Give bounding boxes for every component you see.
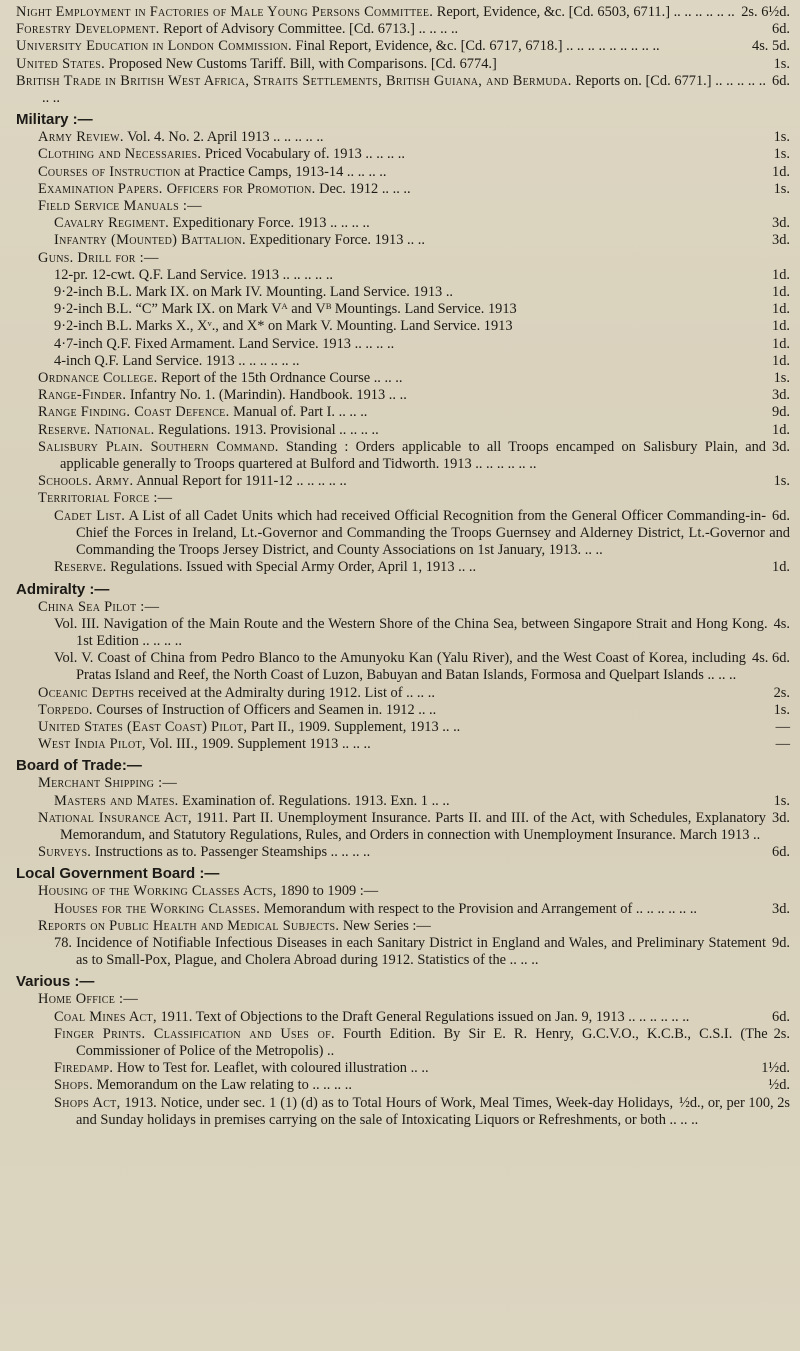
entry-title: Merchant Shipping :— xyxy=(38,775,178,792)
section-heading-various: Various :— xyxy=(16,973,95,991)
publication-entry xyxy=(12,301,790,318)
entry-title: Courses of Instruction xyxy=(38,163,181,180)
entry-title: Housing of the Working Classes Acts, xyxy=(38,883,277,900)
entry-title: Firedamp. xyxy=(54,1060,114,1077)
publication-entry xyxy=(12,250,790,267)
entry-price: 3d. xyxy=(772,809,790,826)
publication-list-general xyxy=(12,4,790,107)
publication-entry xyxy=(12,181,790,198)
entry-price: 4s. xyxy=(773,615,790,632)
entry-description: Regulations. 1913. Provisional .. .. .. .. xyxy=(154,421,379,438)
section-heading-board-of-trade: Board of Trade:— xyxy=(16,757,142,775)
publication-entry xyxy=(12,318,790,335)
entry-title: Finger Prints. Classification and Uses of. xyxy=(54,1025,335,1042)
entry-description: Vol. V. Coast of China from Pedro Blanco to the Amunyoku Kan (Yalu River), and the West Coast of Korea, including Pratas Island and Reef, the North Coast of Luzon, Babuyan and Batan Islands, Formosa and Quelpart Islands .. .. .. xyxy=(54,650,747,684)
publication-entry xyxy=(12,844,790,861)
entry-price: 1d. xyxy=(772,318,790,335)
entry-title: Army Review. xyxy=(38,129,124,146)
publication-entry xyxy=(12,129,790,146)
publication-entry xyxy=(12,901,790,918)
entry-title: Oceanic Depths xyxy=(38,684,135,701)
entry-description: Fourth Edition. By Sir E. R. Henry, G.C.V.O., K.C.B., C.S.I. (The Commissioner of Police of the Metropolis) .. xyxy=(76,1025,768,1059)
entry-price: 1s. xyxy=(773,55,790,72)
entry-title: Field Service Manuals :— xyxy=(38,198,202,215)
entry-description: Infantry No. 1. (Marindin). Handbook. 1913 .. .. xyxy=(126,387,407,404)
section-list-military xyxy=(12,129,790,576)
entry-title: Territorial Force :— xyxy=(38,490,173,507)
entry-price: 6d. xyxy=(772,21,790,38)
entry-price: 3d. xyxy=(772,232,790,249)
entry-description: Memorandum with respect to the Provision and Arrangement of .. .. .. .. .. .. xyxy=(260,900,698,917)
entry-price: 1d. xyxy=(772,266,790,283)
publication-entry xyxy=(12,146,790,163)
entry-price: 2s. 6½d. xyxy=(741,4,790,20)
entry-title: Cadet List. xyxy=(54,507,126,524)
entry-description: Final Report, Evidence, &c. [Cd. 6717, 6718.] .. .. .. .. .. .. .. .. .. xyxy=(291,38,660,55)
entry-description: 4-inch Q.F. Land Service. 1913 .. .. .. .. .. .. xyxy=(54,352,300,369)
entry-price: 1d. xyxy=(772,335,790,352)
entry-description: Vol. III. Navigation of the Main Route and the Western Shore of the China Sea, between Singapore Strait and Hong Kong. 1st Edition .. .. .. .. xyxy=(54,615,768,649)
publication-entry xyxy=(12,736,790,753)
entry-description: 1911. Part II. Unemployment Insurance. Parts II. and III. of the Act, with Schedules, Explanatory Memorandum, and Statutory Regulations, Rules, and Orders in connection with Unemployment Insurance. March 1913 .. xyxy=(60,809,766,843)
publication-entry xyxy=(12,353,790,370)
entry-title: Reserve. National. xyxy=(38,421,155,438)
entry-description: Vol. 4. No. 2. April 1913 .. .. .. .. .. xyxy=(123,129,324,146)
entry-price: 9d. xyxy=(772,934,790,951)
publication-entry xyxy=(12,38,790,55)
entry-price: 6d. xyxy=(772,844,790,861)
entry-price: — xyxy=(775,736,790,753)
publication-entry xyxy=(12,775,790,792)
entry-price: 1s. xyxy=(773,129,790,146)
entry-description: Report of Advisory Committee. [Cd. 6713.] .. .. .. .. xyxy=(159,21,459,38)
entry-description: 9·2-inch B.L. Marks X., Xᵛ., and X* on Mark V. Mounting. Land Service. 1913 xyxy=(54,318,513,335)
publication-entry xyxy=(12,215,790,232)
section-list-local-government xyxy=(12,883,790,969)
publication-entry xyxy=(12,336,790,353)
entry-title: Torpedo. xyxy=(38,701,93,718)
entry-description: Expeditionary Force. 1913 .. .. .. .. xyxy=(169,215,370,232)
entry-description: Priced Vocabulary of. 1913 .. .. .. .. xyxy=(201,146,405,163)
section-heading-military: Military :— xyxy=(16,111,93,129)
entry-description: 1913. Notice, under sec. 1 (1) (d) as to Total Hours of Work, Meal Times, Week-day Holidays, and Sunday holidays in premises carrying on the sale of Intoxicating Liquors or Refreshments, or both .. .. .. xyxy=(76,1094,699,1128)
publication-entry xyxy=(12,559,790,576)
entry-description: How to Test for. Leaflet, with coloured illustration .. .. xyxy=(113,1060,429,1077)
entry-price: 1d. xyxy=(772,301,790,318)
entry-title: Infantry (Mounted) Battalion. xyxy=(54,232,246,249)
entry-description: Memorandum on the Law relating to .. .. .. .. xyxy=(92,1077,352,1094)
entry-description: Courses of Instruction of Officers and Seamen in. 1912 .. .. xyxy=(92,701,437,718)
entry-description: Standing : Orders applicable to all Troops encamped on Salisbury Plain, and applicable generally to Troops quartered at Bulford and Tidworth. 1913 .. .. .. .. .. .. xyxy=(60,438,766,473)
publication-entry xyxy=(12,883,790,900)
entry-description: 78. Incidence of Notifiable Infectious Diseases in each Sanitary District in England and Wales, and Preliminary Statement as to Small-Pox, Plague, and Cholera Abroad during 1912. Statistics of the .. .. .. xyxy=(54,934,766,969)
entry-title: British Trade in British West Africa, Straits Settlements, British Guiana, and Bermuda. xyxy=(16,72,572,89)
entry-price: 9d. xyxy=(772,404,790,421)
entry-description: 4·7-inch Q.F. Fixed Armament. Land Service. 1913 .. .. .. .. xyxy=(54,335,395,352)
entry-price: 1d. xyxy=(772,559,790,576)
entry-price: — xyxy=(775,718,790,735)
entry-description: 9·2-inch B.L. “C” Mark IX. on Mark Vᴬ and Vᴮ Mountings. Land Service. 1913 xyxy=(54,301,517,318)
entry-price: 1s. xyxy=(773,473,790,490)
publication-entry xyxy=(12,267,790,284)
entry-title: Ordnance College. xyxy=(38,370,158,387)
entry-description: Dec. 1912 .. .. .. xyxy=(315,180,411,197)
entry-description: Report of the 15th Ordnance Course .. .. .. xyxy=(157,370,403,387)
entry-title: Examination Papers. Officers for Promotion. xyxy=(38,180,316,197)
entry-price: 6d. xyxy=(772,507,790,524)
entry-title: Range Finding. Coast Defence. xyxy=(38,404,230,421)
publication-entry xyxy=(12,991,790,1008)
entry-title: Salisbury Plain. Southern Command. xyxy=(38,438,279,455)
entry-title: University Education in London Commission. xyxy=(16,38,292,55)
entry-title: Houses for the Working Classes. xyxy=(54,900,261,917)
entry-title: Surveys. xyxy=(38,844,92,861)
entry-price: ½d., or, per 100, 2s xyxy=(679,1094,790,1111)
entry-description: 1890 to 1909 :— xyxy=(276,883,379,900)
section-list-admiralty xyxy=(12,599,790,754)
publication-entry xyxy=(12,599,790,616)
entry-price: 4s. 6d. xyxy=(752,650,790,667)
entry-price: 1d. xyxy=(772,284,790,301)
entry-description: New Series :— xyxy=(339,917,431,934)
publication-entry xyxy=(12,439,790,473)
publication-entry xyxy=(12,490,790,507)
entry-title: United States. xyxy=(16,55,105,72)
entry-title: Reports on Public Health and Medical Subjects. xyxy=(38,917,340,934)
publication-entry xyxy=(12,918,790,935)
entry-price: 1d. xyxy=(772,163,790,180)
entry-title: Shops Act, xyxy=(54,1094,121,1111)
entry-price: 1s. xyxy=(773,792,790,809)
publication-entry xyxy=(12,1077,790,1094)
publication-entry xyxy=(12,284,790,301)
publication-entry xyxy=(12,387,790,404)
entry-price: 1½d. xyxy=(761,1060,790,1077)
entry-title: West India Pilot, xyxy=(38,736,146,753)
entry-price: 1d. xyxy=(772,421,790,438)
entry-price: 1s. xyxy=(773,370,790,387)
entry-title: Range-Finder. xyxy=(38,387,127,404)
entry-description: Manual of. Part I. .. .. .. xyxy=(229,404,368,421)
entry-title: Home Office :— xyxy=(38,991,139,1008)
entry-title: Schools. Army. xyxy=(38,473,134,490)
publication-entry xyxy=(12,164,790,181)
entry-price: 3d. xyxy=(772,900,790,917)
entry-description: received at the Admiralty during 1912. List of .. .. .. xyxy=(134,684,435,701)
entry-description: Part II., 1909. Supplement, 1913 .. .. xyxy=(247,718,461,735)
entry-price: 6d. xyxy=(772,1008,790,1025)
entry-price: 1s. xyxy=(773,180,790,197)
entry-description: Vol. III., 1909. Supplement 1913 .. .. .. xyxy=(145,736,371,753)
entry-price: 2s. xyxy=(773,1025,790,1042)
entry-title: United States (East Coast) Pilot, xyxy=(38,718,248,735)
entry-description: A List of all Cadet Units which had received Official Recognition from the General Officer Commanding-in-Chief the Forces in Ireland, Lt.-Governor and Commanding the Troops Guernsey and Alderney District, Lt.-Governor and Commanding the Troops Jersey District, and County Associations on 1st January, 1913. .. .. xyxy=(76,507,790,559)
entry-description: Reports on. [Cd. 6771.] .. .. .. .. .. .. .. xyxy=(42,72,766,107)
entry-description: at Practice Camps, 1913-14 .. .. .. .. xyxy=(180,163,387,180)
section-heading-local-government: Local Government Board :— xyxy=(16,865,220,883)
entry-description: Examination of. Regulations. 1913. Exn. 1 .. .. xyxy=(178,792,450,809)
publication-entry xyxy=(12,685,790,702)
publication-entry xyxy=(12,1095,790,1129)
entry-title: Shops. xyxy=(54,1077,93,1094)
entry-description: Regulations. Issued with Special Army Order, April 1, 1913 .. .. xyxy=(106,559,477,576)
entry-description: Report, Evidence, &c. [Cd. 6503, 6711.] .. .. .. .. .. .. xyxy=(433,4,735,20)
publication-entry xyxy=(12,935,790,969)
entry-description: Annual Report for 1911-12 .. .. .. .. .. xyxy=(133,473,347,490)
publication-entry xyxy=(12,73,790,107)
section-list-various xyxy=(12,991,790,1129)
entry-description: 9·2-inch B.L. Mark IX. on Mark IV. Mounting. Land Service. 1913 .. xyxy=(54,284,454,301)
entry-price: 1s. xyxy=(773,701,790,718)
publication-entry xyxy=(12,1026,790,1060)
publication-entry xyxy=(12,4,790,21)
entry-description: Proposed New Customs Tariff. Bill, with Comparisons. [Cd. 6774.] xyxy=(104,55,497,72)
entry-price: 3d. xyxy=(772,215,790,232)
entry-title: Clothing and Necessaries. xyxy=(38,146,202,163)
publication-entry xyxy=(12,198,790,215)
entry-title: Forestry Development. xyxy=(16,21,160,38)
entry-description: Expeditionary Force. 1913 .. .. xyxy=(245,232,425,249)
publication-entry xyxy=(12,719,790,736)
publication-entry xyxy=(12,793,790,810)
publication-entry xyxy=(12,370,790,387)
entry-description: Instructions as to. Passenger Steamships .. .. .. .. xyxy=(91,844,371,861)
publication-entry xyxy=(12,1060,790,1077)
publication-entry xyxy=(12,422,790,439)
publication-entry xyxy=(12,810,790,844)
entry-title: Reserve. xyxy=(54,559,107,576)
entry-price: 6d. xyxy=(772,72,790,89)
publication-entry xyxy=(12,616,790,650)
publication-entry xyxy=(12,232,790,249)
entry-price: ½d. xyxy=(768,1077,790,1094)
entry-price: 1d. xyxy=(772,352,790,369)
publication-entry xyxy=(12,1009,790,1026)
publication-entry xyxy=(12,21,790,38)
entry-price: 1s. xyxy=(773,146,790,163)
entry-title: Masters and Mates. xyxy=(54,792,179,809)
section-list-board-of-trade xyxy=(12,775,790,861)
publication-entry xyxy=(12,56,790,73)
entry-title: Night Employment in Factories of Male Young Persons Committee. xyxy=(16,4,434,20)
entry-description: 1911. Text of Objections to the Draft General Regulations issued on Jan. 9, 1913 .. .. .. .. .. .. xyxy=(156,1008,690,1025)
publication-entry xyxy=(12,702,790,719)
entry-title: Coal Mines Act, xyxy=(54,1008,157,1025)
section-heading-admiralty: Admiralty :— xyxy=(16,580,110,598)
publication-entry xyxy=(12,404,790,421)
entry-description: 12-pr. 12-cwt. Q.F. Land Service. 1913 .. .. .. .. .. xyxy=(54,266,334,283)
publication-entry xyxy=(12,650,790,684)
entry-price: 3d. xyxy=(772,438,790,455)
entry-price: 3d. xyxy=(772,387,790,404)
entry-title: China Sea Pilot :— xyxy=(38,598,160,615)
entry-title: Cavalry Regiment. xyxy=(54,215,170,232)
entry-title: National Insurance Act, xyxy=(38,809,192,826)
entry-title: Guns. Drill for :— xyxy=(38,249,159,266)
entry-price: 4s. 5d. xyxy=(752,38,790,55)
publication-entry xyxy=(12,473,790,490)
publication-entry xyxy=(12,508,790,560)
entry-price: 2s. xyxy=(773,684,790,701)
